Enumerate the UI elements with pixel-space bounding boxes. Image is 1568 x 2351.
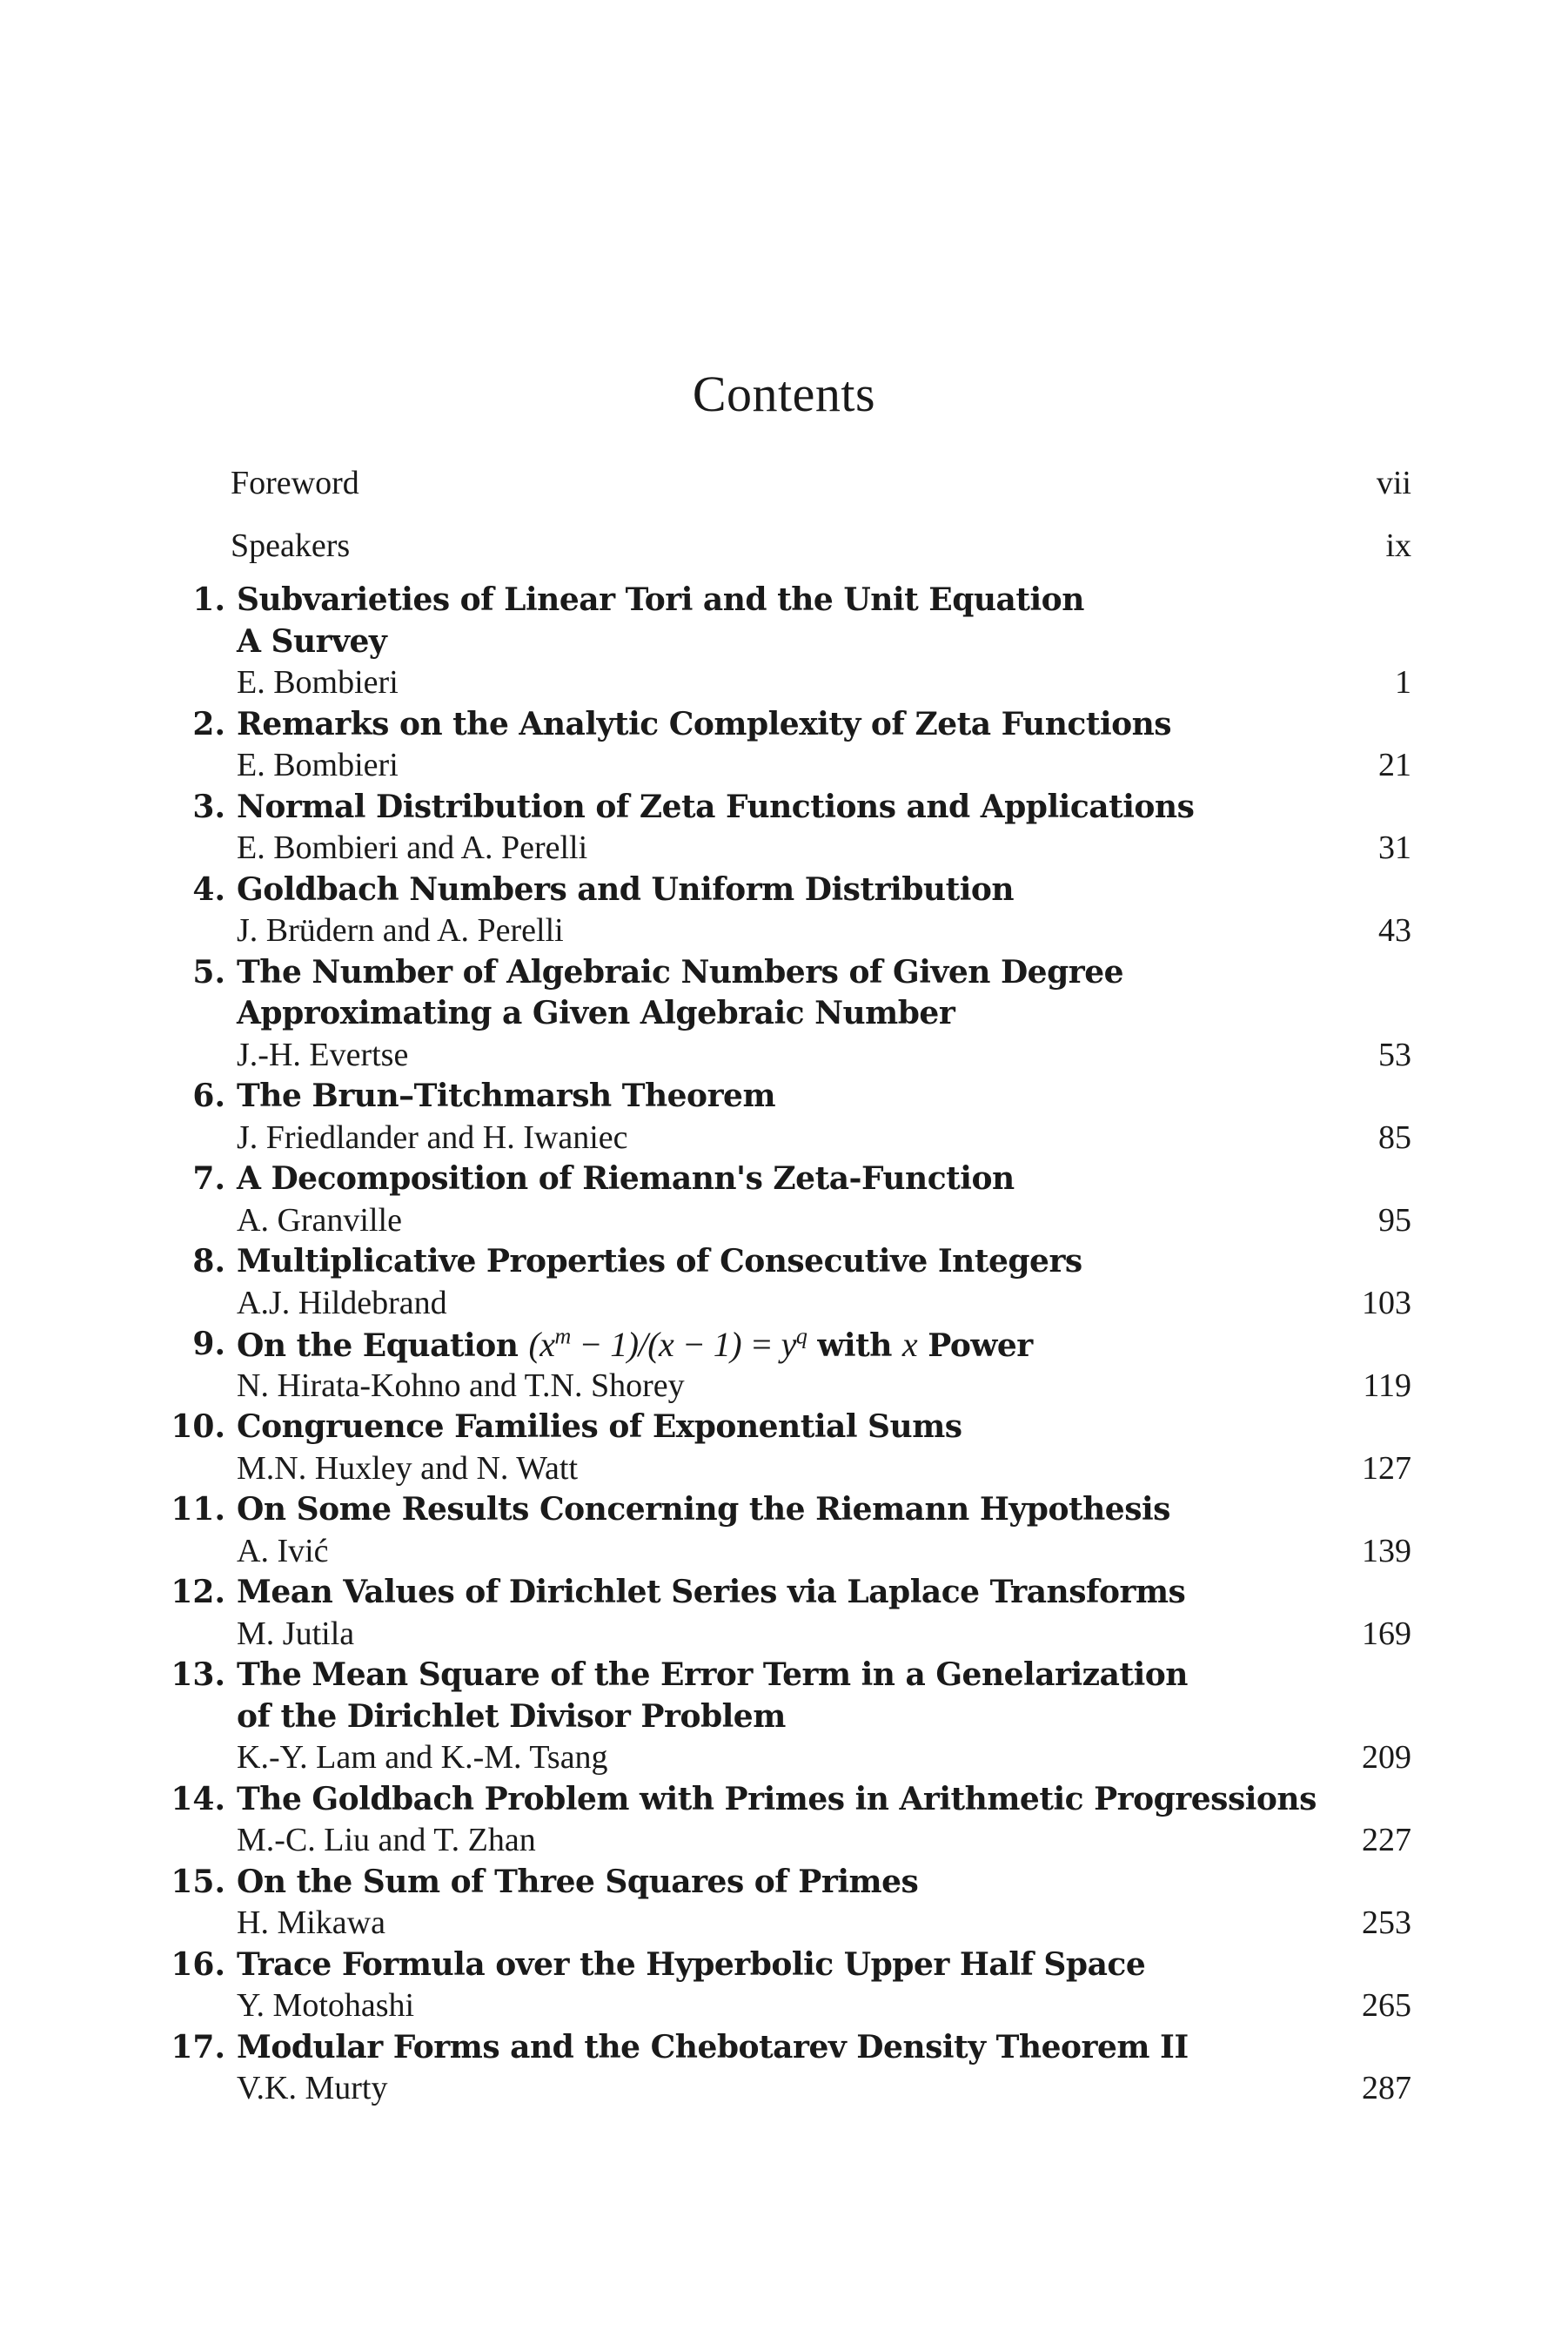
page-number: 103 [1362, 1284, 1411, 1321]
entry-title: A Decomposition of Riemann's Zeta-Function [237, 1160, 1015, 1197]
toc-entry[interactable] [0, 870, 1568, 952]
page-number: vii [1376, 465, 1411, 501]
toc-entry[interactable] [0, 1489, 1568, 1572]
entry-author-line [0, 1118, 1568, 1159]
page-number: 43 [1378, 912, 1411, 949]
entry-title-line [0, 1076, 1568, 1118]
entry-title: Subvarieties of Linear Tori and the Unit Equation [237, 581, 1084, 618]
entry-number: 13. [171, 1656, 225, 1693]
entry-author-line [0, 662, 1568, 704]
entry-title: The Goldbach Problem with Primes in Arithmetic Progressions [237, 1780, 1317, 1817]
front-label: Speakers [231, 527, 351, 564]
entry-author-line [0, 1283, 1568, 1325]
entry-author-line [0, 1820, 1568, 1862]
entry-number: 12. [171, 1574, 225, 1610]
toc-entry[interactable] [0, 1779, 1568, 1862]
entry-authors: M. Jutila [237, 1615, 355, 1652]
entry-number: 2. [192, 705, 225, 742]
entry-authors: J.-H. Evertse [237, 1036, 409, 1073]
entry-title-line [0, 704, 1568, 746]
entry-title: On Some Results Concerning the Riemann Hypothesis [237, 1491, 1170, 1528]
entry-authors: E. Bombieri [237, 747, 399, 783]
entry-author-line [0, 828, 1568, 870]
entry-title: Mean Values of Dirichlet Series via Laplace Transforms [237, 1574, 1186, 1610]
entry-author-line [0, 1985, 1568, 2027]
entry-title-line [0, 1241, 1568, 1283]
page-number: 139 [1362, 1532, 1411, 1569]
entry-authors: A.J. Hildebrand [237, 1284, 447, 1321]
entry-authors: M.N. Huxley and N. Watt [237, 1449, 579, 1487]
entry-number: 15. [171, 1863, 225, 1900]
entry-title-line [0, 1159, 1568, 1200]
entry-authors: E. Bombieri [237, 664, 399, 701]
toc-front-speakers[interactable] [0, 517, 1568, 580]
entry-title: Remarks on the Analytic Complexity of Zeta Functions [237, 705, 1172, 742]
toc-entry-list [0, 580, 1568, 2110]
toc-entry[interactable] [0, 1159, 1568, 1241]
entry-authors: J. Brüdern and A. Perelli [237, 912, 564, 949]
entry-author-line [0, 1200, 1568, 1242]
entry-title: Multiplicative Properties of Consecutive Integers [237, 1243, 1082, 1280]
entry-title: The Number of Algebraic Numbers of Given Degree [237, 953, 1124, 991]
toc-entry[interactable] [0, 1862, 1568, 1945]
entry-author-line [0, 1531, 1568, 1573]
toc-entry[interactable] [0, 1241, 1568, 1324]
page-number: 127 [1362, 1449, 1411, 1487]
entry-title: The Mean Square of the Error Term in a Genelarization [237, 1656, 1188, 1693]
entry-number: 16. [171, 1945, 225, 1983]
toc-entry[interactable] [0, 580, 1568, 704]
entry-authors: E. Bombieri and A. Perelli [237, 830, 588, 866]
entry-title-line [0, 1324, 1568, 1366]
toc-entry[interactable] [0, 1655, 1568, 1779]
entry-number: 9. [192, 1326, 225, 1362]
entry-title-line [0, 1945, 1568, 1986]
entry-title: On the Sum of Three Squares of Primes [237, 1863, 919, 1900]
page-number: 31 [1378, 830, 1411, 866]
entry-author-line [0, 1737, 1568, 1779]
entry-title: A Survey [237, 622, 387, 660]
page-number: 209 [1362, 1739, 1411, 1776]
entry-number: 3. [192, 788, 225, 825]
entry-number: 8. [192, 1243, 225, 1280]
entry-author-line [0, 745, 1568, 787]
entry-number: 10. [171, 1408, 225, 1445]
entry-number: 1. [192, 581, 225, 618]
entry-authors: A. Granville [237, 1201, 402, 1239]
entry-number: 5. [192, 953, 225, 991]
entry-title-line [0, 621, 1568, 663]
title-text: with [807, 1327, 902, 1364]
entry-author-line [0, 1614, 1568, 1656]
toc-entry[interactable] [0, 1407, 1568, 1489]
entry-authors: Y. Motohashi [237, 1987, 415, 2024]
entry-title: Modular Forms and the Chebotarev Density Theorem II [237, 2028, 1189, 2066]
toc-entry[interactable] [0, 1572, 1568, 1655]
entry-title-line [0, 1407, 1568, 1448]
entry-author-line [0, 2068, 1568, 2110]
entry-title [237, 1324, 1033, 1367]
title-text: On the Equation [237, 1327, 529, 1364]
entry-title: of the Dirichlet Divisor Problem [237, 1697, 786, 1735]
entry-author-line [0, 1448, 1568, 1490]
entry-title-line [0, 993, 1568, 1035]
entry-title: Approximating a Given Algebraic Number [237, 995, 955, 1031]
entry-number: 7. [192, 1160, 225, 1197]
toc-entry[interactable] [0, 1324, 1568, 1407]
page-number: 253 [1362, 1904, 1411, 1941]
page-number: 227 [1362, 1822, 1411, 1858]
entry-title-line [0, 580, 1568, 621]
entry-authors: M.-C. Liu and T. Zhan [237, 1822, 536, 1858]
toc-entry[interactable] [0, 952, 1568, 1077]
page-number: 95 [1378, 1201, 1411, 1239]
entry-authors: A. Ivić [237, 1532, 329, 1569]
page-number: 1 [1395, 664, 1411, 701]
toc-entry[interactable] [0, 1945, 1568, 2027]
title-math: x [901, 1325, 918, 1364]
entry-title-line [0, 1862, 1568, 1904]
toc-entry[interactable] [0, 704, 1568, 787]
toc-front-foreword[interactable] [0, 454, 1568, 517]
entry-number: 4. [192, 870, 225, 908]
entry-title-line [0, 2027, 1568, 2069]
entry-authors: H. Mikawa [237, 1904, 385, 1941]
entry-number: 14. [171, 1780, 225, 1817]
toc-entry[interactable] [0, 787, 1568, 870]
entry-authors: J. Friedlander and H. Iwaniec [237, 1118, 628, 1156]
entry-authors: V.K. Murty [237, 2070, 388, 2106]
entry-author-line [0, 1903, 1568, 1945]
page-title: Contents [692, 366, 876, 422]
table-of-contents [0, 454, 1568, 2110]
page-number: 169 [1362, 1615, 1411, 1652]
entry-author-line [0, 910, 1568, 952]
entry-title: Goldbach Numbers and Uniform Distribution [237, 870, 1015, 908]
page-number: 53 [1378, 1036, 1411, 1073]
entry-title: The Brun–Titchmarsh Theorem [237, 1078, 776, 1114]
entry-number: 17. [171, 2028, 225, 2066]
entry-title-line [0, 1655, 1568, 1696]
entry-title-line [0, 1572, 1568, 1614]
toc-entry[interactable] [0, 1076, 1568, 1159]
title-math: $(x^m - 1)/(x - 1) = y^q$ [528, 1323, 807, 1364]
entry-title: Congruence Families of Exponential Sums [237, 1408, 962, 1445]
entry-authors: N. Hirata-Kohno and T.N. Shorey [237, 1367, 685, 1404]
entry-title-line [0, 1779, 1568, 1821]
entry-number: 6. [192, 1078, 225, 1114]
entry-authors: K.-Y. Lam and K.-M. Tsang [237, 1739, 608, 1776]
entry-title-line [0, 787, 1568, 829]
toc-entry[interactable] [0, 2027, 1568, 2110]
page-number: ix [1385, 527, 1411, 564]
entry-number: 11. [171, 1491, 225, 1528]
page-number: 265 [1362, 1987, 1411, 2024]
title-text: Power [917, 1327, 1033, 1364]
page-number: 287 [1362, 2070, 1411, 2106]
entry-title-line [0, 952, 1568, 994]
front-label: Foreword [231, 465, 359, 501]
entry-author-line [0, 1366, 1568, 1407]
entry-title: Trace Formula over the Hyperbolic Upper Half Space [237, 1945, 1146, 1983]
entry-title-line [0, 870, 1568, 911]
page-number: 85 [1378, 1118, 1411, 1156]
page-number: 119 [1363, 1367, 1411, 1404]
entry-title-line [0, 1489, 1568, 1531]
entry-author-line [0, 1035, 1568, 1077]
page-number: 21 [1378, 747, 1411, 783]
entry-title: Normal Distribution of Zeta Functions and Applications [237, 788, 1195, 825]
entry-title-line [0, 1696, 1568, 1738]
